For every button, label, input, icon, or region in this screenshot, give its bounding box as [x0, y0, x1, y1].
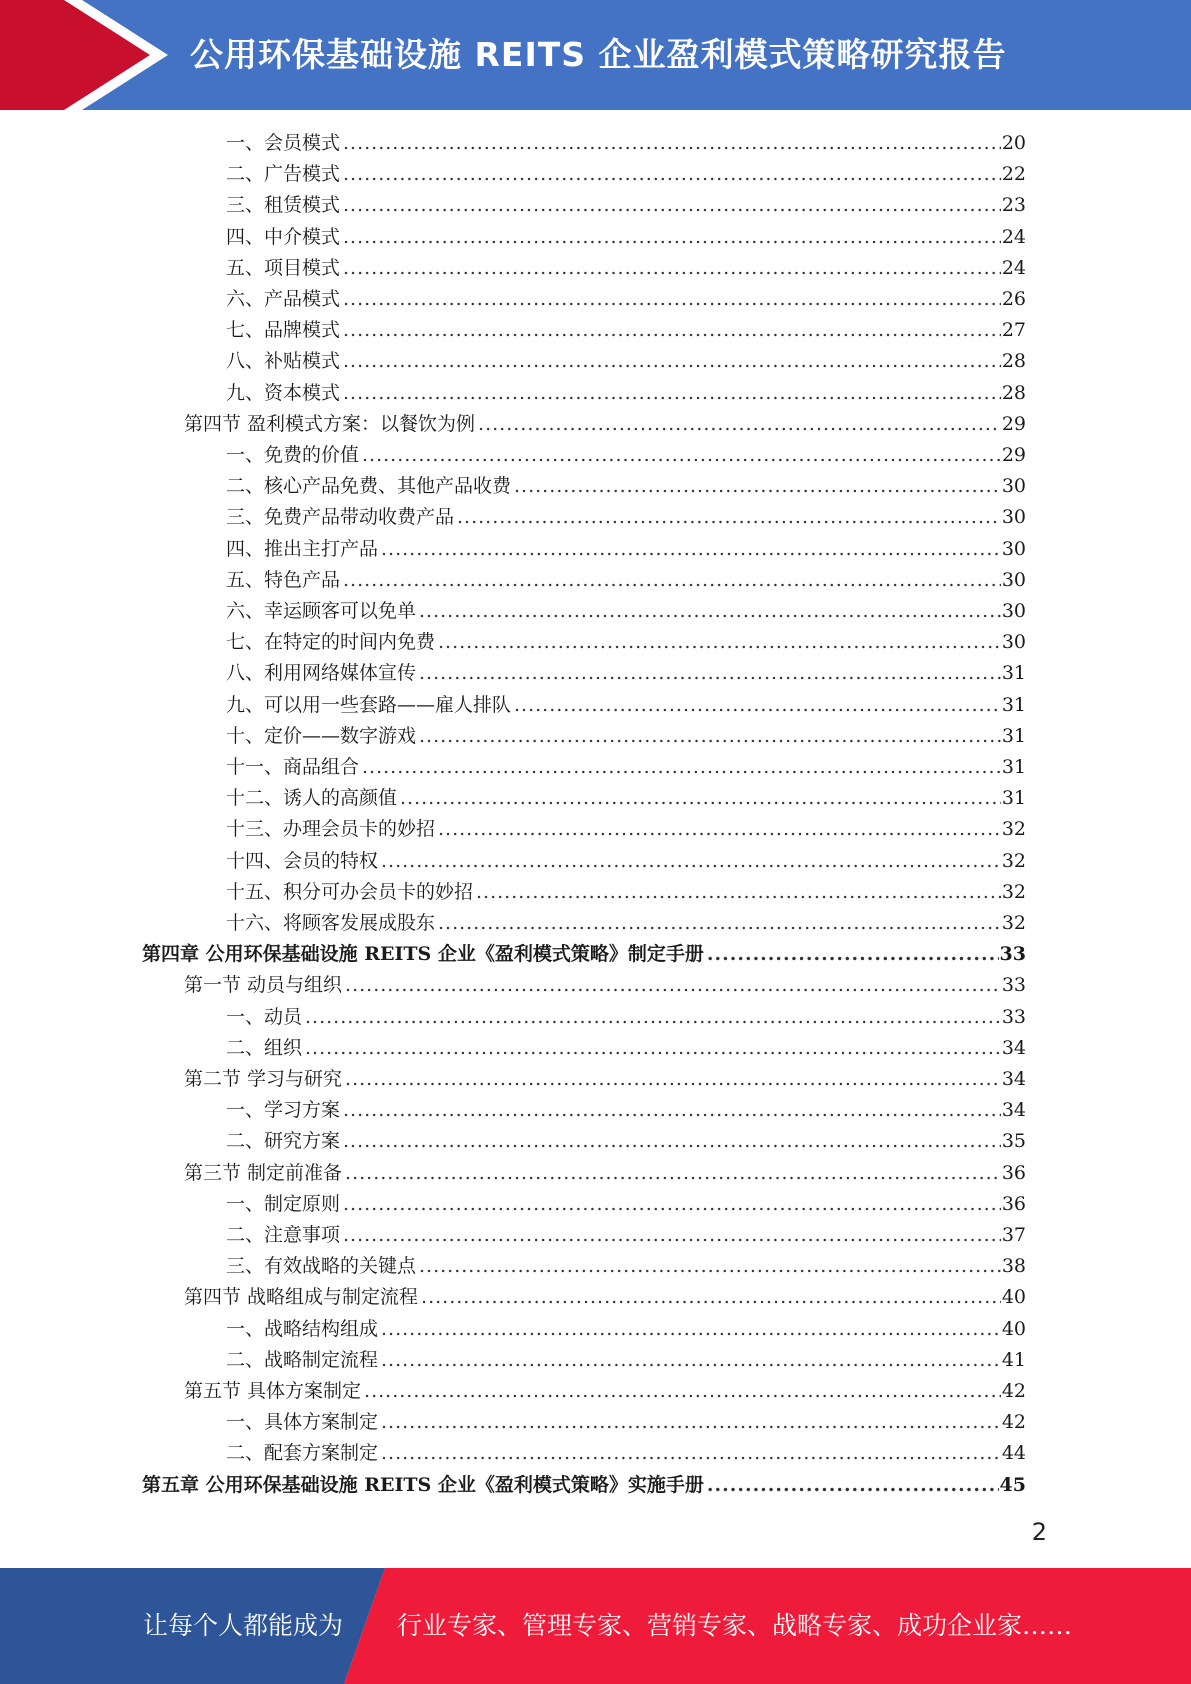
toc-entry-label: 一、会员模式	[226, 132, 341, 154]
toc-leader-dots	[343, 1126, 1001, 1157]
toc-entry-page: 42	[1001, 1380, 1026, 1402]
toc-entry-page: 30	[1001, 568, 1026, 591]
toc-entry-page: 32	[1001, 818, 1026, 841]
toc-entry-label: 第五章 公用环保基础设施 REITS 企业《盈利模式策略》实施手册	[142, 1473, 704, 1496]
toc-entry-label: 九、可以用一些套路——雇人排队	[226, 693, 512, 716]
toc-leader-dots	[343, 1095, 1001, 1126]
toc-entry-label: 十一、商品组合	[226, 756, 360, 778]
toc-leader-dots	[514, 471, 1001, 502]
toc-entry-label: 二、核心产品免费、其他产品收费	[226, 475, 512, 498]
toc-entry-label: 第四节 盈利模式方案：以餐饮为例	[184, 412, 476, 435]
toc-leader-dots	[343, 378, 1001, 409]
toc-entry-label: 第四章 公用环保基础设施 REITS 企业《盈利模式策略》制定手册	[142, 943, 704, 966]
toc-entry-page: 35	[1001, 1130, 1026, 1153]
toc-entry-page: 23	[1001, 194, 1026, 217]
toc-entry-label: 一、学习方案	[226, 1099, 341, 1122]
toc-leader-dots	[381, 1345, 1001, 1376]
toc-entry-page: 31	[1001, 662, 1026, 685]
toc-entry-page: 37	[1001, 1224, 1026, 1246]
toc-entry[interactable]	[226, 159, 1026, 190]
toc-leader-dots	[419, 721, 1001, 752]
toc-entry[interactable]	[226, 1251, 1026, 1282]
toc-leader-dots	[343, 159, 1001, 190]
toc-entry-label: 十六、将顾客发展成股东	[226, 912, 436, 934]
toc-entry[interactable]	[226, 315, 1026, 346]
toc-entry-label: 二、注意事项	[226, 1224, 341, 1246]
toc-leader-dots	[707, 939, 999, 970]
toc-entry-page: 31	[1001, 724, 1026, 747]
toc-entry-label: 五、特色产品	[226, 568, 341, 591]
toc-entry-label: 一、免费的价值	[226, 444, 360, 466]
toc-leader-dots	[381, 846, 1001, 877]
toc-leader-dots	[345, 1064, 1001, 1095]
toc-entry-label: 第一节 动员与组织	[184, 974, 343, 997]
footer-slogan-left: 让每个人都能成为	[143, 1611, 344, 1640]
toc-entry[interactable]	[226, 908, 1026, 939]
toc-leader-dots	[381, 1407, 1001, 1438]
toc-leader-dots	[345, 970, 1001, 1001]
toc-leader-dots	[438, 627, 1001, 658]
toc-entry-page: 30	[1001, 631, 1026, 654]
header-title: 公用环保基础设施 REITS 企业盈利模式策略研究报告	[190, 35, 1007, 74]
toc-entry-page: 34	[1001, 1036, 1026, 1059]
toc-entry-label: 一、动员	[226, 1005, 303, 1028]
toc-entry-page: 20	[1001, 132, 1026, 154]
toc-entry-label: 三、有效战略的关键点	[226, 1255, 417, 1278]
toc-entry[interactable]	[226, 128, 1026, 159]
toc-entry-label: 六、幸运顾客可以免单	[226, 600, 417, 622]
toc-entry-label: 六、产品模式	[226, 288, 341, 310]
toc-entry-label: 三、租赁模式	[226, 194, 341, 217]
toc-leader-dots	[362, 752, 1001, 783]
page-footer	[0, 1568, 1191, 1684]
toc-entry[interactable]	[226, 222, 1026, 253]
toc-entry[interactable]	[226, 1314, 1026, 1345]
toc-entry-label: 五、项目模式	[226, 256, 341, 279]
toc-entry-page: 28	[1001, 350, 1026, 373]
toc-leader-dots	[343, 128, 1001, 159]
toc-entry-label: 十二、诱人的高颜值	[226, 787, 398, 810]
toc-entry-page: 22	[1001, 163, 1026, 186]
toc-entry-page: 34	[1001, 1068, 1026, 1090]
toc-entry-label: 八、利用网络媒体宣传	[226, 662, 417, 685]
toc-leader-dots	[381, 534, 1001, 565]
toc-entry-page: 31	[1001, 756, 1026, 778]
toc-entry-page: 40	[1001, 1286, 1026, 1309]
toc-entry[interactable]	[226, 721, 1026, 752]
toc-entry[interactable]	[226, 752, 1026, 783]
toc-leader-dots	[478, 409, 1001, 440]
toc-entry-page: 32	[1001, 849, 1026, 872]
toc-entry[interactable]	[226, 1189, 1026, 1220]
toc-entry[interactable]	[226, 1126, 1026, 1157]
toc-entry[interactable]	[226, 596, 1026, 627]
toc-leader-dots	[305, 1002, 1001, 1033]
toc-entry[interactable]	[226, 502, 1026, 533]
toc-entry[interactable]	[226, 440, 1026, 471]
toc-entry-label: 九、资本模式	[226, 381, 341, 404]
toc-entry-label: 二、广告模式	[226, 163, 341, 186]
toc-leader-dots	[421, 1282, 1001, 1313]
toc-leader-dots	[419, 658, 1001, 689]
toc-leader-dots	[381, 1438, 1001, 1469]
toc-entry[interactable]	[142, 1470, 1026, 1501]
toc-entry[interactable]	[184, 970, 1026, 1001]
toc-entry-page: 29	[1001, 444, 1026, 466]
page-number: 2	[1031, 1518, 1047, 1546]
toc-entry[interactable]	[142, 939, 1026, 970]
toc-entry-page: 36	[1001, 1161, 1026, 1184]
toc-entry-page: 40	[1001, 1317, 1026, 1340]
page-header	[0, 0, 1191, 110]
toc-entry-label: 四、推出主打产品	[226, 537, 379, 560]
toc-entry-page: 33	[1001, 1005, 1026, 1028]
toc-leader-dots	[419, 1251, 1001, 1282]
toc-entry-page: 24	[1001, 256, 1026, 279]
toc-entry-label: 七、品牌模式	[226, 319, 341, 342]
toc-entry[interactable]	[184, 1158, 1026, 1189]
toc-leader-dots	[362, 440, 1001, 471]
toc-entry[interactable]	[226, 1220, 1026, 1251]
toc-entry[interactable]	[226, 1002, 1026, 1033]
toc-entry[interactable]	[226, 1095, 1026, 1126]
toc-entry-page: 30	[1001, 537, 1026, 560]
toc-entry-label: 十五、积分可办会员卡的妙招	[226, 880, 474, 903]
toc-leader-dots	[345, 1158, 1001, 1189]
toc-entry[interactable]	[226, 690, 1026, 721]
toc-entry-page: 30	[1001, 475, 1026, 498]
toc-leader-dots	[707, 1470, 999, 1501]
toc-entry-page: 34	[1001, 1099, 1026, 1122]
toc-entry[interactable]	[226, 1345, 1026, 1376]
toc-entry-label: 一、战略结构组成	[226, 1317, 379, 1340]
toc-entry-page: 33	[1001, 974, 1026, 997]
toc-entry-page: 29	[1001, 412, 1026, 435]
toc-entry[interactable]	[226, 565, 1026, 596]
toc-entry-label: 十、定价——数字游戏	[226, 724, 417, 747]
toc-leader-dots	[400, 783, 1001, 814]
toc-entry-page: 32	[1001, 880, 1026, 903]
toc-entry-label: 二、配套方案制定	[226, 1442, 379, 1465]
toc-entry-label: 第四节 战略组成与制定流程	[184, 1286, 419, 1309]
toc-entry-label: 八、补贴模式	[226, 350, 341, 373]
toc-entry-page: 38	[1001, 1255, 1026, 1278]
toc-entry-label: 一、具体方案制定	[226, 1411, 379, 1434]
toc-leader-dots	[514, 690, 1001, 721]
toc-entry-page: 27	[1001, 319, 1026, 342]
toc-leader-dots	[343, 1189, 1001, 1220]
toc-leader-dots	[343, 222, 1001, 253]
toc-entry-page: 44	[1001, 1442, 1026, 1465]
toc-leader-dots	[343, 315, 1001, 346]
toc-entry-page: 31	[1001, 787, 1026, 810]
toc-leader-dots	[343, 346, 1001, 377]
toc-entry-label: 一、制定原则	[226, 1192, 341, 1215]
toc-entry[interactable]	[226, 1438, 1026, 1469]
toc-entry[interactable]	[226, 627, 1026, 658]
toc-entry-page: 31	[1001, 693, 1026, 716]
toc-entry-page: 24	[1001, 225, 1026, 248]
toc-entry-label: 第五节 具体方案制定	[184, 1380, 362, 1402]
toc-entry-label: 二、战略制定流程	[226, 1348, 379, 1371]
toc-entry[interactable]	[226, 471, 1026, 502]
toc-leader-dots	[343, 1220, 1001, 1251]
toc-leader-dots	[438, 908, 1001, 939]
toc-entry-page: 30	[1001, 600, 1026, 622]
toc-entry[interactable]	[226, 1033, 1026, 1064]
toc-entry-label: 十四、会员的特权	[226, 849, 379, 872]
toc-leader-dots	[364, 1376, 1001, 1407]
toc-entry-label: 四、中介模式	[226, 225, 341, 248]
toc-leader-dots	[419, 596, 1001, 627]
toc-entry[interactable]	[226, 783, 1026, 814]
toc-leader-dots	[343, 253, 1001, 284]
toc-leader-dots	[381, 1314, 1001, 1345]
toc-leader-dots	[343, 565, 1001, 596]
toc-entry[interactable]	[226, 658, 1026, 689]
toc-leader-dots	[457, 502, 1001, 533]
toc-entry-page: 36	[1001, 1192, 1026, 1215]
toc-entry-page: 42	[1001, 1411, 1026, 1434]
toc-entry-label: 七、在特定的时间内免费	[226, 631, 436, 654]
toc-entry[interactable]	[226, 814, 1026, 845]
toc-leader-dots	[343, 190, 1001, 221]
toc-entry[interactable]	[226, 253, 1026, 284]
toc-entry[interactable]	[226, 534, 1026, 565]
toc-leader-dots	[438, 814, 1001, 845]
toc-entry-label: 三、免费产品带动收费产品	[226, 506, 455, 529]
toc-entry-label: 二、组织	[226, 1036, 303, 1059]
toc-leader-dots	[305, 1033, 1001, 1064]
toc-entry-page: 33	[999, 943, 1026, 966]
toc-entry-label: 二、研究方案	[226, 1130, 341, 1153]
toc-entry-page: 30	[1001, 506, 1026, 529]
toc-entry-page: 32	[1001, 912, 1026, 934]
toc-entry[interactable]	[226, 378, 1026, 409]
toc-entry[interactable]	[226, 846, 1026, 877]
toc-entry[interactable]	[226, 877, 1026, 908]
toc-leader-dots	[343, 284, 1001, 315]
toc-entry[interactable]	[184, 409, 1026, 440]
toc-entry[interactable]	[184, 1376, 1026, 1407]
toc-leader-dots	[476, 877, 1001, 908]
toc-entry-page: 28	[1001, 381, 1026, 404]
toc-entry[interactable]	[226, 190, 1026, 221]
toc-entry[interactable]	[226, 1407, 1026, 1438]
toc-entry[interactable]	[184, 1282, 1026, 1313]
toc-entry-page: 45	[999, 1473, 1026, 1496]
toc-entry-label: 第三节 制定前准备	[184, 1161, 343, 1184]
toc-entry-page: 41	[1001, 1348, 1026, 1371]
footer-slogan-right: 行业专家、管理专家、营销专家、战略专家、成功企业家……	[397, 1611, 1073, 1640]
toc-entry[interactable]	[184, 1064, 1026, 1095]
toc-entry-label: 第二节 学习与研究	[184, 1068, 343, 1090]
toc-entry-label: 十三、办理会员卡的妙招	[226, 818, 436, 841]
toc-entry-page: 26	[1001, 288, 1026, 310]
toc-entry[interactable]	[226, 346, 1026, 377]
toc-entry[interactable]	[226, 284, 1026, 315]
